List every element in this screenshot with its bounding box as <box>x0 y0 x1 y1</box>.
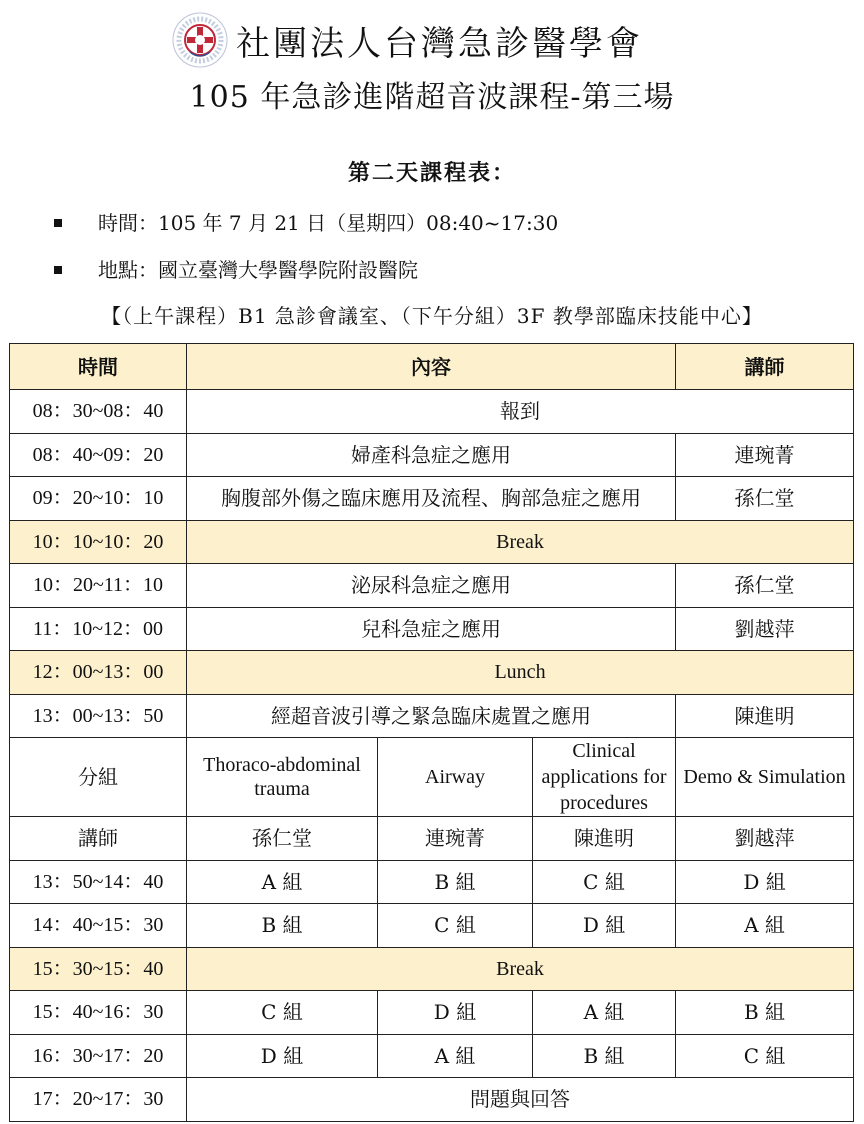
table-row <box>10 904 854 948</box>
group-cell: B 組 <box>378 860 533 904</box>
group-cell: B 組 <box>676 991 854 1035</box>
group-cell: A 組 <box>187 860 378 904</box>
group-label: 分組 <box>10 738 187 817</box>
schedule-title: 第二天課程表： <box>347 160 516 186</box>
table-row <box>10 991 854 1035</box>
time-cell: 12：00~13：00 <box>10 651 187 695</box>
speaker-cell: 孫仁堂 <box>676 477 854 521</box>
content-cell: 婦產科急症之應用 <box>187 433 676 477</box>
table-row <box>10 860 854 904</box>
info-place <box>54 254 418 283</box>
time-cell: 11：10~12：00 <box>10 607 187 651</box>
table-row <box>10 390 854 434</box>
time-cell: 10：10~10：20 <box>10 520 187 564</box>
group-cell: A 組 <box>676 904 854 948</box>
speaker-cell: 孫仁堂 <box>676 564 854 608</box>
group-speaker: 陳進明 <box>533 817 676 861</box>
schedule-table <box>9 343 854 1122</box>
speaker-label: 講師 <box>10 817 187 861</box>
content-cell: 泌尿科急症之應用 <box>187 564 676 608</box>
lunch-cell: Lunch <box>187 651 854 695</box>
group-speaker: 劉越萍 <box>676 817 854 861</box>
group-cell: A 組 <box>533 991 676 1035</box>
content-cell: 胸腹部外傷之臨床應用及流程、胸部急症之應用 <box>187 477 676 521</box>
break-row <box>10 947 854 991</box>
organization-name: 社團法人台灣急診醫學會 <box>236 24 643 64</box>
time-cell: 17：20~17：30 <box>10 1078 187 1122</box>
group-speakers-row <box>10 817 854 861</box>
content-cell: 問題與回答 <box>187 1078 854 1122</box>
speaker-cell: 劉越萍 <box>676 607 854 651</box>
group-cell: D 組 <box>676 860 854 904</box>
group-cell: D 組 <box>187 1034 378 1078</box>
group-cell: C 組 <box>187 991 378 1035</box>
bullet-icon <box>54 219 62 227</box>
time-cell: 13：00~13：50 <box>10 694 187 738</box>
speaker-cell: 連琬菁 <box>676 433 854 477</box>
group-topics-row <box>10 738 854 817</box>
time-cell: 15：40~16：30 <box>10 991 187 1035</box>
group-cell: D 組 <box>533 904 676 948</box>
break-cell: Break <box>187 947 854 991</box>
header-speaker: 講師 <box>676 344 854 390</box>
time-cell: 13：50~14：40 <box>10 860 187 904</box>
content-cell: 報到 <box>187 390 854 434</box>
table-row <box>10 694 854 738</box>
time-cell: 15：30~15：40 <box>10 947 187 991</box>
time-cell: 08：40~09：20 <box>10 433 187 477</box>
content-cell: 兒科急症之應用 <box>187 607 676 651</box>
group-topic: Airway <box>378 738 533 817</box>
course-title: 105 年急診進階超音波課程-第三場 <box>189 80 675 115</box>
group-topic: Thoraco-abdominal trauma <box>187 738 378 817</box>
time-cell: 08：30~08：40 <box>10 390 187 434</box>
group-topic: Clinical applications for procedures <box>533 738 676 817</box>
header-content: 內容 <box>187 344 676 390</box>
group-cell: C 組 <box>676 1034 854 1078</box>
info-place-text: 地點：國立臺灣大學醫學院附設醫院 <box>98 258 418 282</box>
break-row <box>10 520 854 564</box>
table-row <box>10 607 854 651</box>
time-cell: 09：20~10：10 <box>10 477 187 521</box>
lunch-row <box>10 651 854 695</box>
venue-note: 【（上午課程）B1 急診會議室、（下午分組）3F 教學部臨床技能中心】 <box>101 304 763 328</box>
time-cell: 16：30~17：20 <box>10 1034 187 1078</box>
time-cell: 14：40~15：30 <box>10 904 187 948</box>
speaker-cell: 陳進明 <box>676 694 854 738</box>
break-cell: Break <box>187 520 854 564</box>
group-cell: C 組 <box>533 860 676 904</box>
table-row <box>10 1078 854 1122</box>
info-time <box>54 207 558 236</box>
group-cell: D 組 <box>378 991 533 1035</box>
group-cell: C 組 <box>378 904 533 948</box>
table-row <box>10 1034 854 1078</box>
header-time: 時間 <box>10 344 187 390</box>
group-topic: Demo & Simulation <box>676 738 854 817</box>
group-cell: B 組 <box>187 904 378 948</box>
society-logo-icon <box>172 12 228 68</box>
group-cell: A 組 <box>378 1034 533 1078</box>
group-speaker: 孫仁堂 <box>187 817 378 861</box>
group-cell: B 組 <box>533 1034 676 1078</box>
content-cell: 經超音波引導之緊急臨床處置之應用 <box>187 694 676 738</box>
table-header-row <box>10 344 854 390</box>
group-speaker: 連琬菁 <box>378 817 533 861</box>
table-row <box>10 433 854 477</box>
bullet-icon <box>54 266 62 274</box>
table-row <box>10 564 854 608</box>
table-row <box>10 477 854 521</box>
document-header <box>0 0 864 120</box>
time-cell: 10：20~11：10 <box>10 564 187 608</box>
info-time-text: 時間：105 年 7 月 21 日（星期四）08:40~17:30 <box>98 211 559 235</box>
